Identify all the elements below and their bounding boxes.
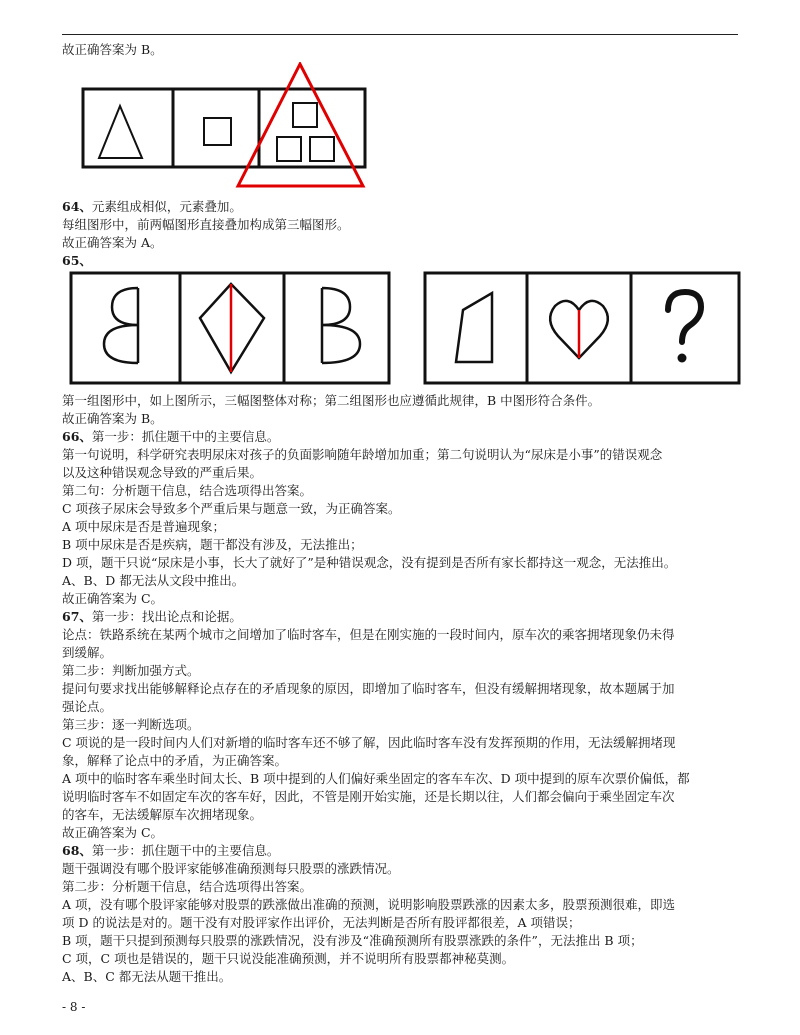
- paragraph-line: 项 D 的说法是对的。题干没有对股评家作出评价，无法判断是否所有股评都很差，A 项错误；: [62, 915, 581, 930]
- paragraph-line: 以及这种错误观念导致的严重后果。: [62, 465, 263, 480]
- paragraph-line: 论点：铁路系统在某两个城市之间增加了临时客车，但是在刚实施的一段时间内，原车次的乘客拥堵现象仍未得: [62, 627, 675, 642]
- paragraph-line: C 项说的是一段时间内人们对新增的临时客车还不够了解，因此临时客车没有发挥预期的作用，无法缓解拥堵现: [62, 735, 676, 750]
- paragraph-line: 题干强调没有哪个股评家能够准确预测每只股票的涨跌情况。: [62, 861, 400, 876]
- paragraph-line: 到缓解。: [62, 645, 113, 660]
- paragraph-line: C 项孩子尿床会导致多个严重后果与题意一致，为正确答案。: [62, 501, 401, 516]
- question-66-heading: [62, 428, 279, 446]
- paragraph-line: B 项中尿床是否是疾病，题干都没有涉及，无法推出；: [62, 537, 363, 552]
- paragraph-line: 第二步：判断加强方式。: [62, 663, 200, 678]
- page-number: - 8 -: [62, 1000, 86, 1014]
- question-number: 68、: [62, 843, 92, 858]
- answer-line: 故正确答案为 B。: [62, 42, 163, 57]
- figure-q65: [68, 270, 742, 388]
- paragraph-line: 第一组图形中，如上图所示，三幅图整体对称；第二组图形也应遵循此规律，B 中图形符合条件。: [62, 393, 601, 408]
- question-67-heading: [62, 608, 242, 626]
- answer-line: 故正确答案为 C。: [62, 825, 164, 840]
- question-65-heading: [62, 252, 92, 270]
- question-title: 第一步：抓住题干中的主要信息。: [91, 429, 280, 444]
- paragraph-line: A、B、D 都无法从文段中推出。: [62, 573, 245, 588]
- question-64-heading: [62, 198, 242, 216]
- triangle-shape: [99, 106, 142, 158]
- figure-q64-frame: [83, 89, 365, 167]
- paragraph-line: A 项中尿床是否是普遍现象；: [62, 519, 226, 534]
- paragraph-line: 的客车，无法缓解原车次拥堵现象。: [62, 807, 263, 822]
- b-shape: [322, 288, 360, 363]
- paragraph-line: C 项，C 项也是错误的，题干只说没能准确预测，并不说明所有股票都神秘莫测。: [62, 951, 515, 966]
- question-number: 65、: [62, 253, 92, 268]
- figure-q65-group-2: [425, 273, 739, 383]
- answer-line: 故正确答案为 C。: [62, 591, 164, 606]
- question-number: 64、: [62, 199, 92, 214]
- paragraph-line: 第二步：分析题干信息，结合选项得出答案。: [62, 879, 313, 894]
- question-title: 第一步：找出论点和论据。: [91, 609, 242, 624]
- paragraph-line: A 项中的临时客车乘坐时间太长、B 项中提到的人们偏好乘坐固定的客车车次、D 项中提到的原车次票价偏低，都: [62, 771, 690, 786]
- paragraph-line: 强论点。: [62, 699, 113, 714]
- paragraph-line: 说明临时客车不如固定车次的客车好，因此，不管是刚开始实施，还是长期以往，人们都会偏向于乘坐固定车次: [62, 789, 675, 804]
- paragraph-line: 第一句说明，科学研究表明尿床对孩子的负面影响随年龄增加加重；第二句说明认为“尿床是小事”的错误观念: [62, 447, 663, 462]
- paragraph-line: D 项，题干只说“尿床是小事，长大了就好了”是种错误观念，没有提到是否所有家长都持这一观念，无法推出。: [62, 555, 677, 570]
- paragraph-line: A 项，没有哪个股评家能够对股票的跌涨做出准确的预测，说明影响股票跌涨的因素太多，股票预测很难，即选: [62, 897, 676, 912]
- trapezoid-shape: [456, 293, 492, 362]
- square-shape: [310, 137, 334, 161]
- question-number: 66、: [62, 429, 92, 444]
- paragraph-line: 第二句：分析题干信息，结合选项得出答案。: [62, 483, 313, 498]
- paragraph-line: B 项，题干只提到预测每只股票的涨跌情况，没有涉及“准确预测所有股票涨跌的条件”，无法推出 B 项；: [62, 933, 643, 948]
- header-rule: [62, 34, 738, 35]
- mirrored-b-shape: [104, 288, 138, 363]
- question-number: 67、: [62, 609, 92, 624]
- figure-q64: [80, 62, 380, 194]
- question-title: 元素组成相似，元素叠加。: [91, 199, 242, 214]
- paragraph-line: 每组图形中，前两幅图形直接叠加构成第三幅图形。: [62, 217, 350, 232]
- square-shape: [277, 137, 301, 161]
- square-shape: [204, 118, 231, 145]
- answer-line: 故正确答案为 A。: [62, 235, 163, 250]
- question-title: 第一步：抓住题干中的主要信息。: [91, 843, 280, 858]
- paragraph-line: 提问句要求找出能够解释论点存在的矛盾现象的原因，即增加了临时客车，但没有缓解拥堵现象，故本题属于加: [62, 681, 675, 696]
- question-mark-dot: [678, 354, 687, 363]
- answer-line: 故正确答案为 B。: [62, 411, 163, 426]
- question-68-heading: [62, 842, 279, 860]
- square-shape: [293, 103, 317, 127]
- paragraph-line: 象，解释了论点中的矛盾，为正确答案。: [62, 753, 288, 768]
- question-mark-shape: [668, 292, 701, 342]
- paragraph-line: A、B、C 都无法从题干推出。: [62, 969, 232, 984]
- paragraph-line: 第三步：逐一判断选项。: [62, 717, 200, 732]
